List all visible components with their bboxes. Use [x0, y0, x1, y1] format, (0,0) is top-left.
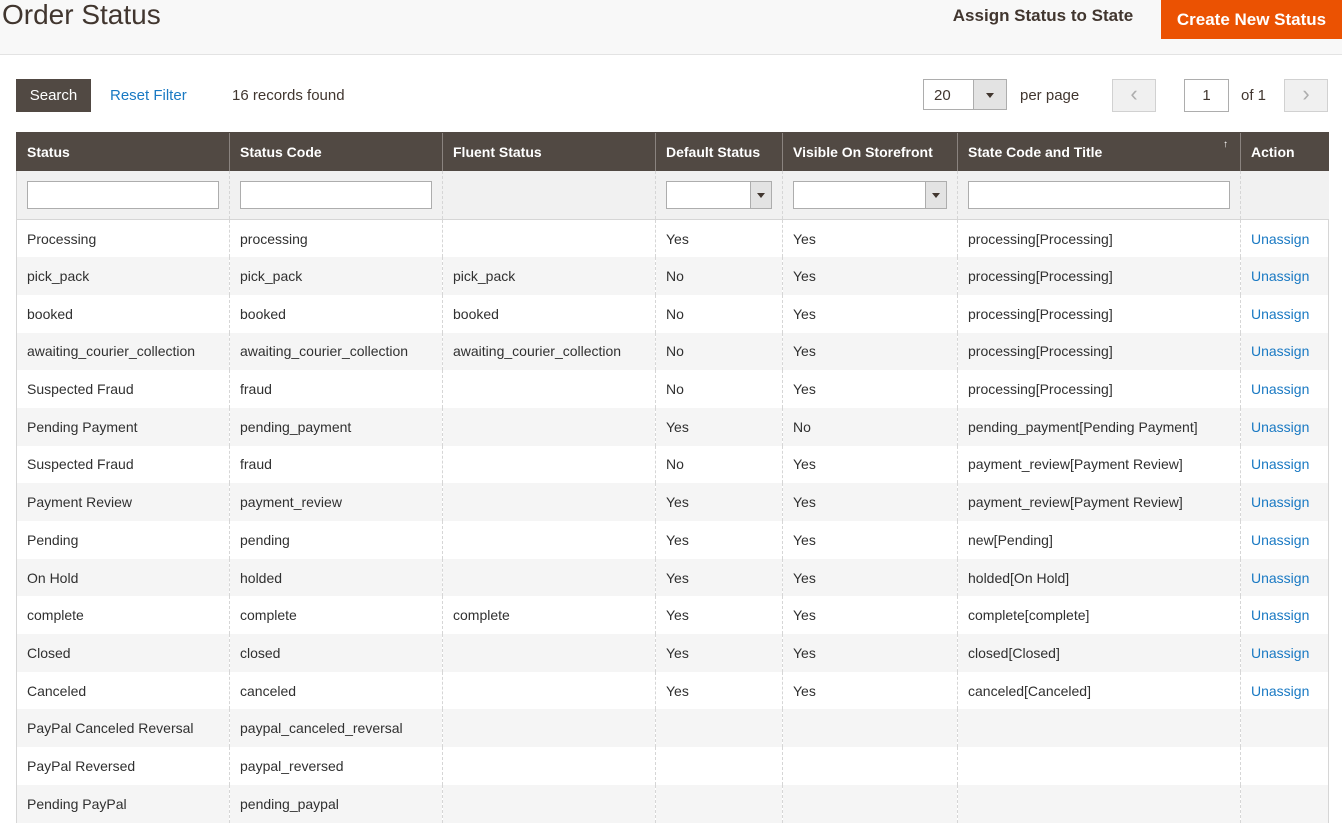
table-row[interactable] — [17, 446, 1329, 484]
status-code-cell: pending_payment — [230, 408, 443, 446]
action-cell — [1241, 220, 1329, 258]
visible-on-storefront-cell: Yes — [783, 220, 958, 258]
table-row[interactable] — [17, 785, 1329, 823]
fluent-status-cell — [443, 446, 656, 484]
status-cell: Suspected Fraud — [17, 446, 230, 484]
table-row[interactable] — [17, 521, 1329, 559]
state-code-cell: payment_review[Payment Review] — [958, 446, 1241, 484]
fluent-status-cell — [443, 785, 656, 823]
unassign-link[interactable]: Unassign — [1251, 268, 1310, 285]
default-status-cell: Yes — [656, 559, 783, 597]
visible-on-storefront-cell — [783, 747, 958, 785]
unassign-link[interactable]: Unassign — [1251, 494, 1310, 511]
grid-body — [17, 220, 1329, 823]
default-status-cell: No — [656, 333, 783, 371]
table-row[interactable] — [17, 257, 1329, 295]
action-cell — [1241, 747, 1329, 785]
state-code-cell: payment_review[Payment Review] — [958, 483, 1241, 521]
status-cell: On Hold — [17, 559, 230, 597]
action-cell — [1241, 785, 1329, 823]
action-cell — [1241, 257, 1329, 295]
action-cell — [1241, 370, 1329, 408]
create-new-status-button[interactable]: Create New Status — [1161, 0, 1342, 39]
fluent-status-cell — [443, 747, 656, 785]
page-title: Order Status — [2, 0, 161, 30]
action-cell — [1241, 295, 1329, 333]
status-cell: Closed — [17, 634, 230, 672]
default-status-cell: No — [656, 370, 783, 408]
fluent-status-cell — [443, 672, 656, 710]
visible-on-storefront-cell: Yes — [783, 634, 958, 672]
status-code-cell: pending — [230, 521, 443, 559]
status-cell: Payment Review — [17, 483, 230, 521]
status-code-cell: closed — [230, 634, 443, 672]
chevron-down-icon — [925, 182, 946, 208]
default-status-cell — [656, 709, 783, 747]
column-header-visible-on-storefront[interactable]: Visible On Storefront — [783, 133, 958, 171]
default-status-cell — [656, 785, 783, 823]
state-code-cell: processing[Processing] — [958, 370, 1241, 408]
fluent-status-cell — [443, 559, 656, 597]
state-code-cell: complete[complete] — [958, 596, 1241, 634]
unassign-link[interactable]: Unassign — [1251, 531, 1310, 548]
state-code-cell: processing[Processing] — [958, 295, 1241, 333]
action-cell — [1241, 672, 1329, 710]
column-header-default-status[interactable]: Default Status — [656, 133, 783, 171]
action-cell — [1241, 521, 1329, 559]
visible-on-storefront-cell: No — [783, 408, 958, 446]
visible-on-storefront-cell: Yes — [783, 521, 958, 559]
state-code-cell — [958, 747, 1241, 785]
status-cell: Processing — [17, 220, 230, 258]
state-code-cell — [958, 709, 1241, 747]
visible-on-storefront-cell: Yes — [783, 596, 958, 634]
state-code-cell: closed[Closed] — [958, 634, 1241, 672]
column-header-status-code[interactable]: Status Code — [230, 133, 443, 171]
status-code-cell: paypal_canceled_reversal — [230, 709, 443, 747]
status-cell: Canceled — [17, 672, 230, 710]
status-code-cell: awaiting_courier_collection — [230, 333, 443, 371]
state-code-cell: pending_payment[Pending Payment] — [958, 408, 1241, 446]
filter-cell-empty — [443, 171, 656, 220]
fluent-status-cell — [443, 634, 656, 672]
status-code-cell: fraud — [230, 446, 443, 484]
fluent-status-cell — [443, 483, 656, 521]
unassign-link[interactable]: Unassign — [1251, 682, 1310, 699]
visible-on-storefront-cell: Yes — [783, 333, 958, 371]
default-status-cell: Yes — [656, 596, 783, 634]
action-cell — [1241, 709, 1329, 747]
unassign-link[interactable]: Unassign — [1251, 381, 1310, 398]
assign-status-to-state-button[interactable]: Assign Status to State — [944, 0, 1142, 32]
unassign-link[interactable]: Unassign — [1251, 418, 1310, 435]
action-cell — [1241, 333, 1329, 371]
visible-on-storefront-cell: Yes — [783, 559, 958, 597]
fluent-status-cell: pick_pack — [443, 257, 656, 295]
fluent-status-cell: awaiting_courier_collection — [443, 333, 656, 371]
column-header-action: Action — [1241, 133, 1329, 171]
state-code-cell: canceled[Canceled] — [958, 672, 1241, 710]
fluent-status-cell — [443, 521, 656, 559]
table-row[interactable] — [17, 709, 1329, 747]
visible-on-storefront-filter-select[interactable] — [793, 181, 947, 209]
unassign-link[interactable]: Unassign — [1251, 230, 1310, 247]
table-row[interactable] — [17, 408, 1329, 446]
action-cell — [1241, 483, 1329, 521]
action-cell — [1241, 596, 1329, 634]
state-code-cell — [958, 785, 1241, 823]
status-code-cell: fraud — [230, 370, 443, 408]
chevron-right-icon: › — [1302, 81, 1310, 106]
records-count: 16 records found — [232, 87, 345, 104]
action-cell — [1241, 634, 1329, 672]
status-cell: pick_pack — [17, 257, 230, 295]
visible-on-storefront-cell: Yes — [783, 483, 958, 521]
fluent-status-cell: complete — [443, 596, 656, 634]
chevron-down-icon — [750, 182, 771, 208]
default-status-cell — [656, 747, 783, 785]
state-code-cell: processing[Processing] — [958, 220, 1241, 258]
default-status-cell: Yes — [656, 634, 783, 672]
state-code-cell: new[Pending] — [958, 521, 1241, 559]
table-row[interactable] — [17, 559, 1329, 597]
fluent-status-cell: booked — [443, 295, 656, 333]
previous-page-button[interactable] — [1112, 79, 1156, 112]
default-status-cell: Yes — [656, 408, 783, 446]
status-cell: Pending Payment — [17, 408, 230, 446]
default-status-cell: No — [656, 257, 783, 295]
fluent-status-cell — [443, 709, 656, 747]
status-cell: complete — [17, 596, 230, 634]
status-code-cell: processing — [230, 220, 443, 258]
reset-filter-link[interactable]: Reset Filter — [110, 87, 187, 104]
visible-on-storefront-cell: Yes — [783, 672, 958, 710]
search-button[interactable]: Search — [16, 79, 91, 112]
visible-on-storefront-cell: Yes — [783, 446, 958, 484]
table-row[interactable] — [17, 220, 1329, 258]
status-code-cell: paypal_reversed — [230, 747, 443, 785]
action-cell — [1241, 446, 1329, 484]
visible-on-storefront-cell — [783, 709, 958, 747]
status-cell: Suspected Fraud — [17, 370, 230, 408]
next-page-button[interactable] — [1284, 79, 1328, 112]
chevron-left-icon: ‹ — [1130, 81, 1138, 106]
default-status-cell: Yes — [656, 672, 783, 710]
visible-on-storefront-cell — [783, 785, 958, 823]
status-code-cell: holded — [230, 559, 443, 597]
status-code-filter-input[interactable] — [240, 181, 432, 209]
default-status-cell: Yes — [656, 483, 783, 521]
unassign-link[interactable]: Unassign — [1251, 343, 1310, 360]
chevron-down-icon[interactable] — [973, 80, 1006, 109]
state-code-filter-input[interactable] — [968, 181, 1230, 209]
per-page-label: per page — [1020, 87, 1080, 104]
visible-on-storefront-cell: Yes — [783, 295, 958, 333]
column-header-status[interactable]: Status — [17, 133, 230, 171]
unassign-link[interactable]: Unassign — [1251, 456, 1310, 473]
sort-ascending-icon: ↑ — [1223, 139, 1228, 150]
grid-header-row — [17, 133, 1329, 171]
table-row[interactable] — [17, 333, 1329, 371]
column-header-state-code-and-title[interactable] — [958, 133, 1241, 171]
table-row[interactable] — [17, 672, 1329, 710]
state-code-cell: holded[On Hold] — [958, 559, 1241, 597]
state-code-cell: processing[Processing] — [958, 257, 1241, 295]
filter-row — [17, 171, 1329, 220]
status-code-cell: payment_review — [230, 483, 443, 521]
status-cell: Pending PayPal — [17, 785, 230, 823]
status-cell: Pending — [17, 521, 230, 559]
action-cell — [1241, 408, 1329, 446]
table-row[interactable] — [17, 370, 1329, 408]
default-status-filter-select[interactable] — [666, 181, 772, 209]
state-code-cell: processing[Processing] — [958, 333, 1241, 371]
page-total: of 1 — [1241, 87, 1267, 104]
page-header — [0, 0, 1342, 55]
table-row[interactable] — [17, 295, 1329, 333]
per-page-select[interactable] — [923, 79, 1007, 110]
fluent-status-cell — [443, 370, 656, 408]
status-code-cell: pick_pack — [230, 257, 443, 295]
per-page-value: 20 — [934, 87, 951, 104]
table-row[interactable] — [17, 483, 1329, 521]
table-row[interactable] — [17, 747, 1329, 785]
unassign-link[interactable]: Unassign — [1251, 644, 1310, 661]
column-header-label: State Code and Title — [968, 143, 1103, 160]
unassign-link[interactable]: Unassign — [1251, 305, 1310, 322]
status-code-cell: canceled — [230, 672, 443, 710]
fluent-status-cell — [443, 220, 656, 258]
default-status-cell: Yes — [656, 521, 783, 559]
default-status-cell: No — [656, 446, 783, 484]
action-cell — [1241, 559, 1329, 597]
filter-cell-empty — [1241, 171, 1329, 220]
unassign-link[interactable]: Unassign — [1251, 607, 1310, 624]
visible-on-storefront-cell: Yes — [783, 257, 958, 295]
status-cell: awaiting_courier_collection — [17, 333, 230, 371]
status-code-cell: complete — [230, 596, 443, 634]
status-cell: PayPal Reversed — [17, 747, 230, 785]
status-code-cell: booked — [230, 295, 443, 333]
fluent-status-cell — [443, 408, 656, 446]
table-row[interactable] — [17, 596, 1329, 634]
status-filter-input[interactable] — [27, 181, 219, 209]
status-cell: PayPal Canceled Reversal — [17, 709, 230, 747]
column-header-fluent-status[interactable]: Fluent Status — [443, 133, 656, 171]
page-number-input[interactable] — [1184, 79, 1229, 112]
status-code-cell: pending_paypal — [230, 785, 443, 823]
default-status-cell: No — [656, 295, 783, 333]
status-cell: booked — [17, 295, 230, 333]
default-status-cell: Yes — [656, 220, 783, 258]
table-row[interactable] — [17, 634, 1329, 672]
order-status-grid — [16, 132, 1329, 823]
unassign-link[interactable]: Unassign — [1251, 569, 1310, 586]
visible-on-storefront-cell: Yes — [783, 370, 958, 408]
